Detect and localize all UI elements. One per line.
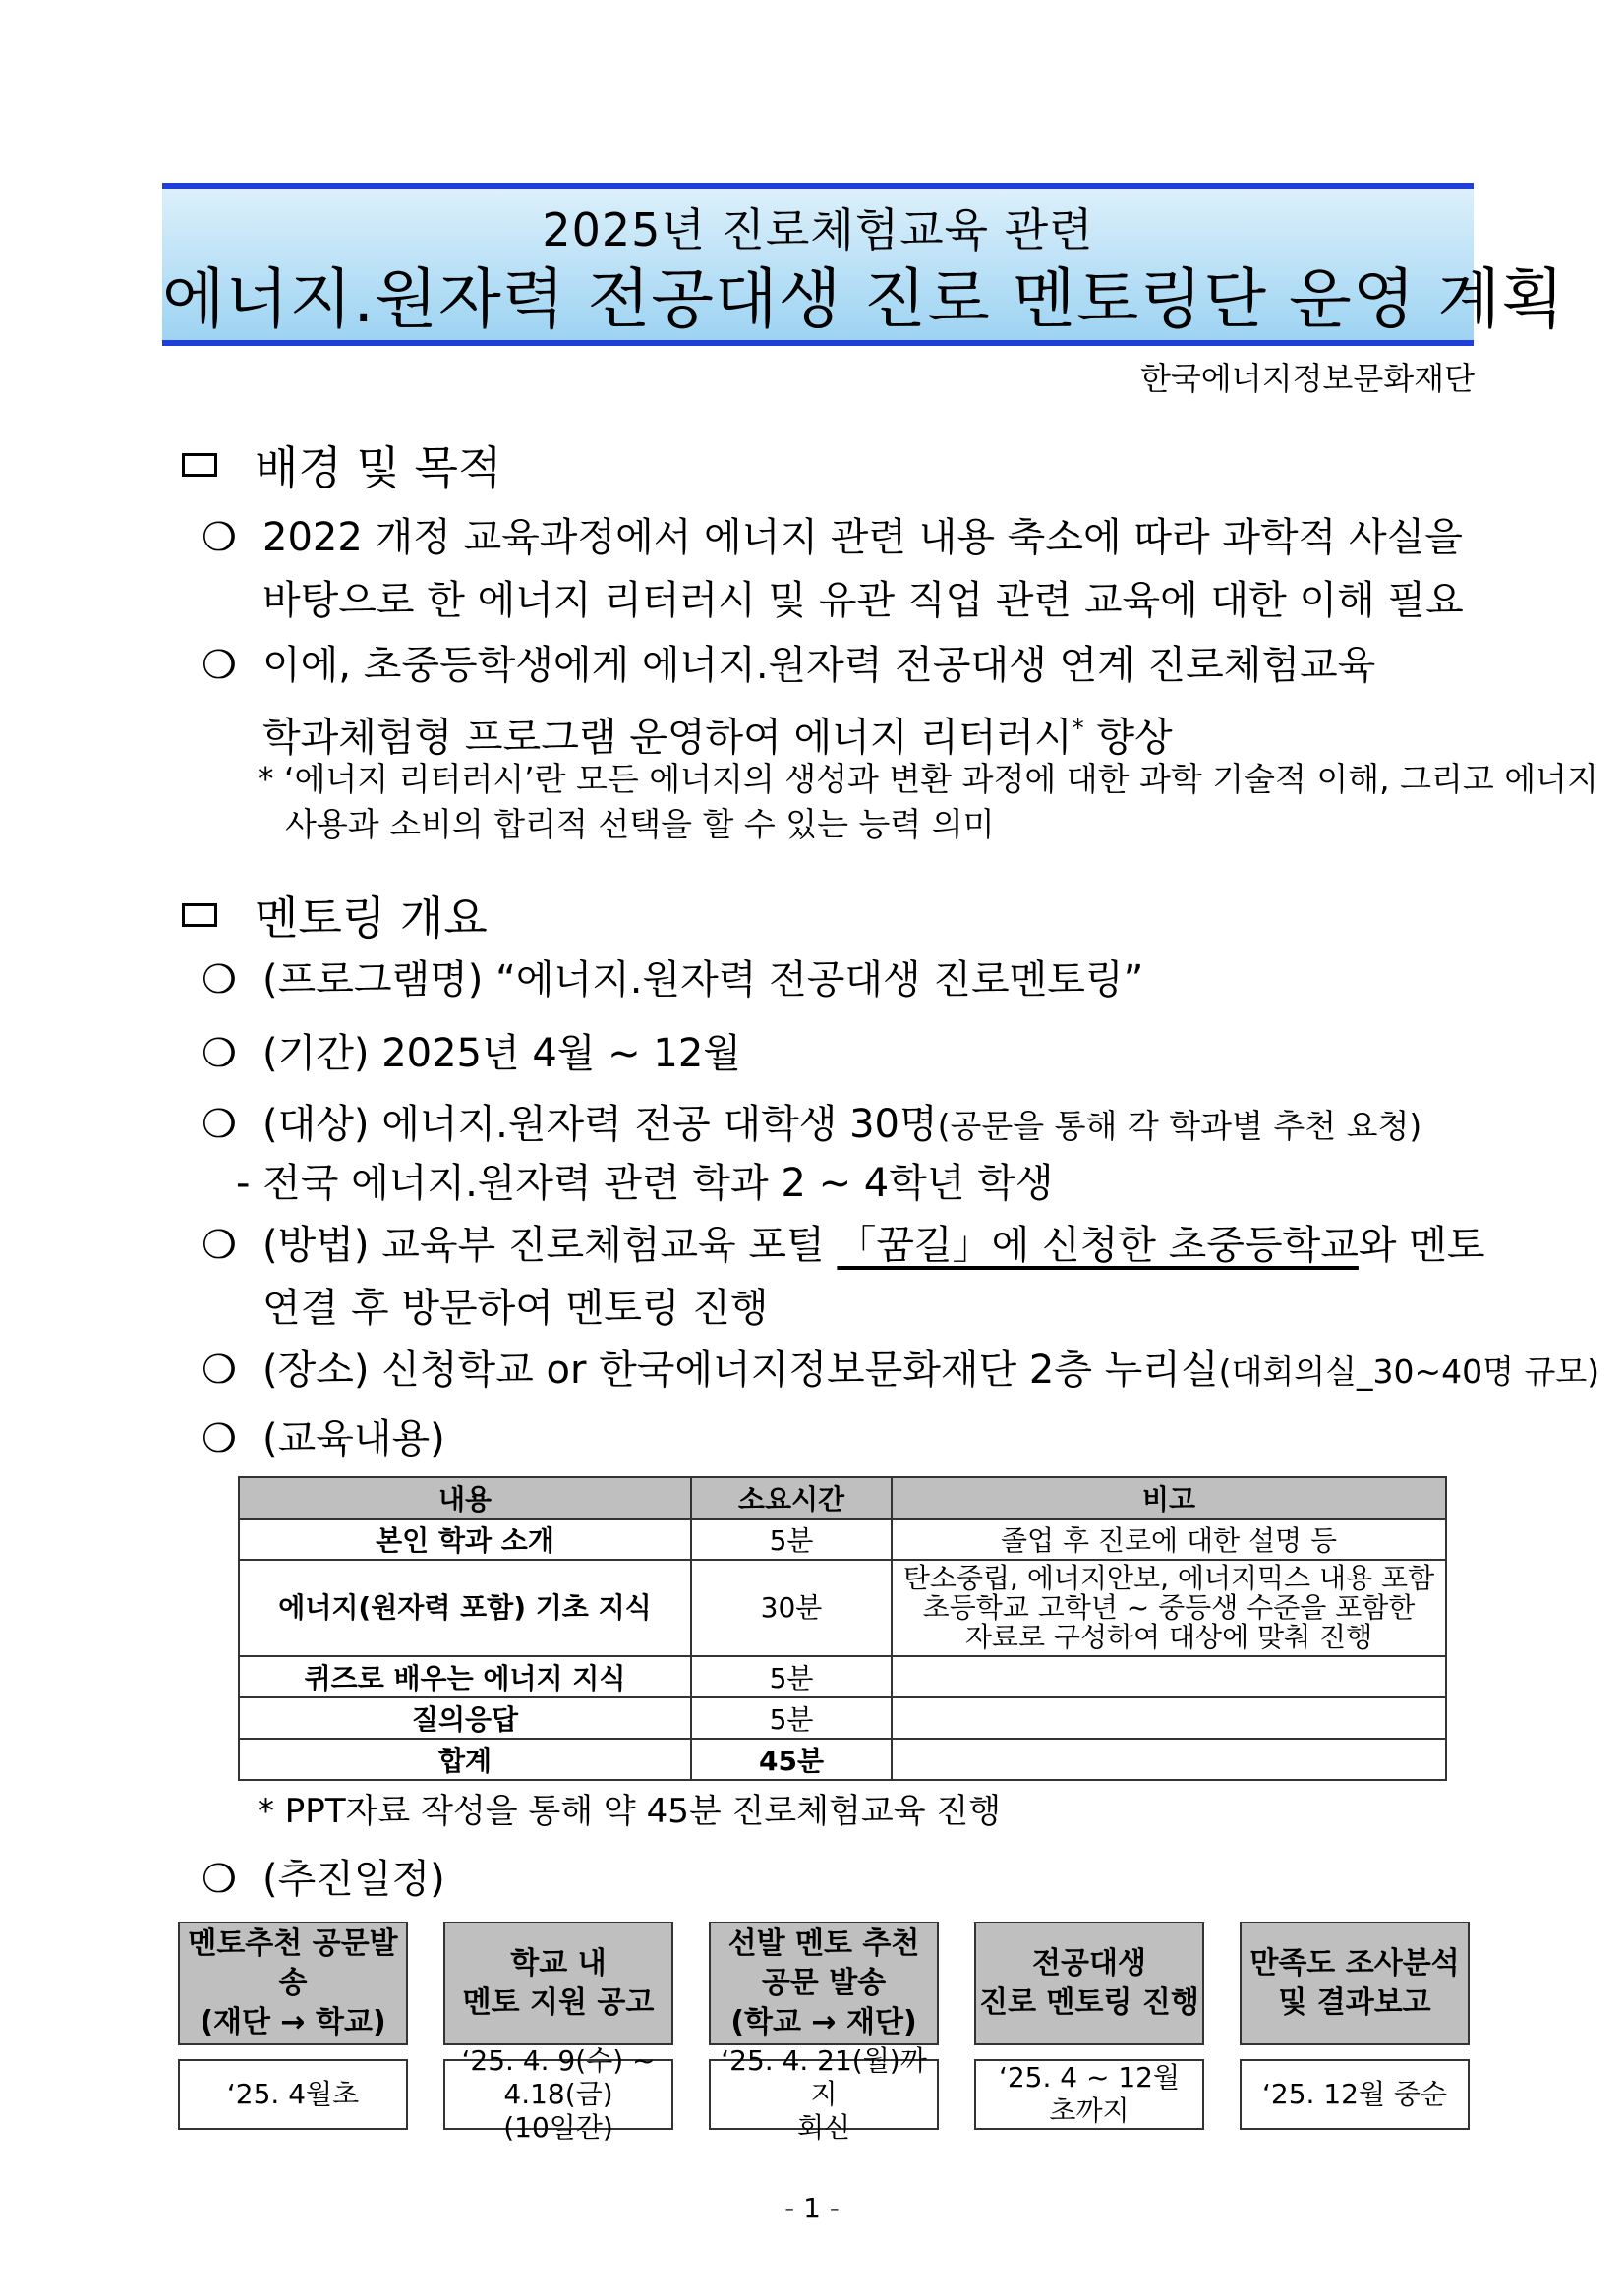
overview-schedule-label: ❍ (추진일정) xyxy=(202,1848,1477,1911)
table-header-row xyxy=(239,1477,1446,1519)
kkumgil-portal-reference: 「꿈길」에 신청한 초중등학교 xyxy=(837,1223,1359,1268)
circle-bullet-icon: ❍ xyxy=(202,1031,237,1076)
schedule-date-1: ‘25. 4월초 xyxy=(178,2059,408,2130)
table-row: 본인 학과 소개 5분 졸업 후 진로에 대한 설명 등 xyxy=(239,1519,1446,1560)
education-content-table xyxy=(238,1476,1447,1781)
circle-bullet-icon: ❍ xyxy=(202,957,237,1003)
overview-period: ❍ (기간) 2025년 4월 ~ 12월 xyxy=(202,1022,1477,1085)
schedule-date-5: ‘25. 12월 중순 xyxy=(1240,2059,1470,2130)
overview-content-label: ❍ (교육내용) xyxy=(202,1407,1477,1470)
overview-method: ❍ (방법) 교육부 진로체험교육 포털 「꿈길」에 신청한 초중등학교와 멘토 연결 후 방문하여 멘토링 진행 xyxy=(202,1214,1477,1340)
schedule-step-2: 학교 내 멘토 지원 공고 xyxy=(443,1922,673,2045)
background-item-2: ❍ 이에, 초중등학생에게 에너지.원자력 전공대생 연계 진로체험교육 학과체험형 프로그램 운영하여 에너지 리터러시* 향상 xyxy=(202,634,1477,769)
title-banner xyxy=(162,183,1565,346)
literacy-footnote: * ‘에너지 리터러시’란 모든 에너지의 생성과 변환 과정에 대한 과학 기술적 이해, 그리고 에너지 사용과 소비의 합리적 선택을 할 수 있는 능력 의미 xyxy=(258,760,1598,843)
table-row-total: 합계 45분 xyxy=(239,1739,1446,1780)
schedule-date-2: ‘25. 4. 9(수) ~ 4.18(금) (10일간) xyxy=(443,2059,673,2130)
overview-place: ❍ (장소) 신청학교 or 한국에너지정보문화재단 2층 누리실(대회의실_30~40명 규모) xyxy=(202,1339,1477,1404)
overview-program: ❍ (프로그램명) “에너지.원자력 전공대생 진로멘토링” xyxy=(202,948,1477,1011)
circle-bullet-icon: ❍ xyxy=(202,1416,237,1462)
table-header: 소요시간 xyxy=(691,1477,892,1519)
organization-name: 한국에너지정보문화재단 xyxy=(1139,360,1475,397)
section-heading-background: 배경 및 목적 xyxy=(182,432,501,497)
circle-bullet-icon: ❍ xyxy=(202,515,237,560)
overview-target: ❍ (대상) 에너지.원자력 전공 대학생 30명(공문을 통해 각 학과별 추천 요청) xyxy=(202,1093,1477,1158)
table-header: 비고 xyxy=(892,1477,1446,1519)
table-footnote: * PPT자료 작성을 통해 약 45분 진로체험교육 진행 xyxy=(258,1792,1002,1831)
background-item-1: ❍ 2022 개정 교육과정에서 에너지 관련 내용 축소에 따라 과학적 사실을 바탕으로 한 에너지 리터러시 및 유관 직업 관련 교육에 대한 이해 필요 xyxy=(202,506,1477,632)
square-bullet-icon xyxy=(182,453,217,477)
schedule-step-4: 전공대생 진로 멘토링 진행 xyxy=(974,1922,1204,2045)
table-row: 퀴즈로 배우는 에너지 지식 5분 xyxy=(239,1656,1446,1697)
square-bullet-icon xyxy=(182,903,217,927)
title-line-1: 2025년 진로체험교육 관련 xyxy=(542,203,1094,257)
schedule-step-1: 멘토추천 공문발송 (재단 → 학교) xyxy=(178,1922,408,2045)
schedule-step-5: 만족도 조사분석 및 결과보고 xyxy=(1240,1922,1470,2045)
circle-bullet-icon: ❍ xyxy=(202,643,237,688)
table-row: 질의응답 5분 xyxy=(239,1697,1446,1739)
overview-target-detail: - 전국 에너지.원자력 관련 학과 2 ~ 4학년 학생 xyxy=(236,1161,1054,1206)
circle-bullet-icon: ❍ xyxy=(202,1857,237,1902)
schedule-date-4: ‘25. 4 ~ 12월 초까지 xyxy=(974,2059,1204,2130)
circle-bullet-icon: ❍ xyxy=(202,1223,237,1268)
schedule-step-3: 선발 멘토 추천 공문 발송 (학교 → 재단) xyxy=(709,1922,939,2045)
page-number: - 1 - xyxy=(784,2192,840,2224)
table-header: 내용 xyxy=(239,1477,691,1519)
table-row: 에너지(원자력 포함) 기초 지식 30분 탄소중립, 에너지안보, 에너지믹스 내용 포함 초등학교 고학년 ~ 중등생 수준을 포함한 자료로 구성하여 대상에 맞춰 진행 xyxy=(239,1560,1446,1656)
schedule-date-3: ‘25. 4. 21(월)까지 회신 xyxy=(709,2059,939,2130)
circle-bullet-icon: ❍ xyxy=(202,1102,237,1147)
section-heading-overview: 멘토링 개요 xyxy=(182,883,488,947)
title-line-2: 에너지.원자력 전공대생 진로 멘토링단 운영 계획 xyxy=(162,261,1565,337)
circle-bullet-icon: ❍ xyxy=(202,1348,237,1393)
